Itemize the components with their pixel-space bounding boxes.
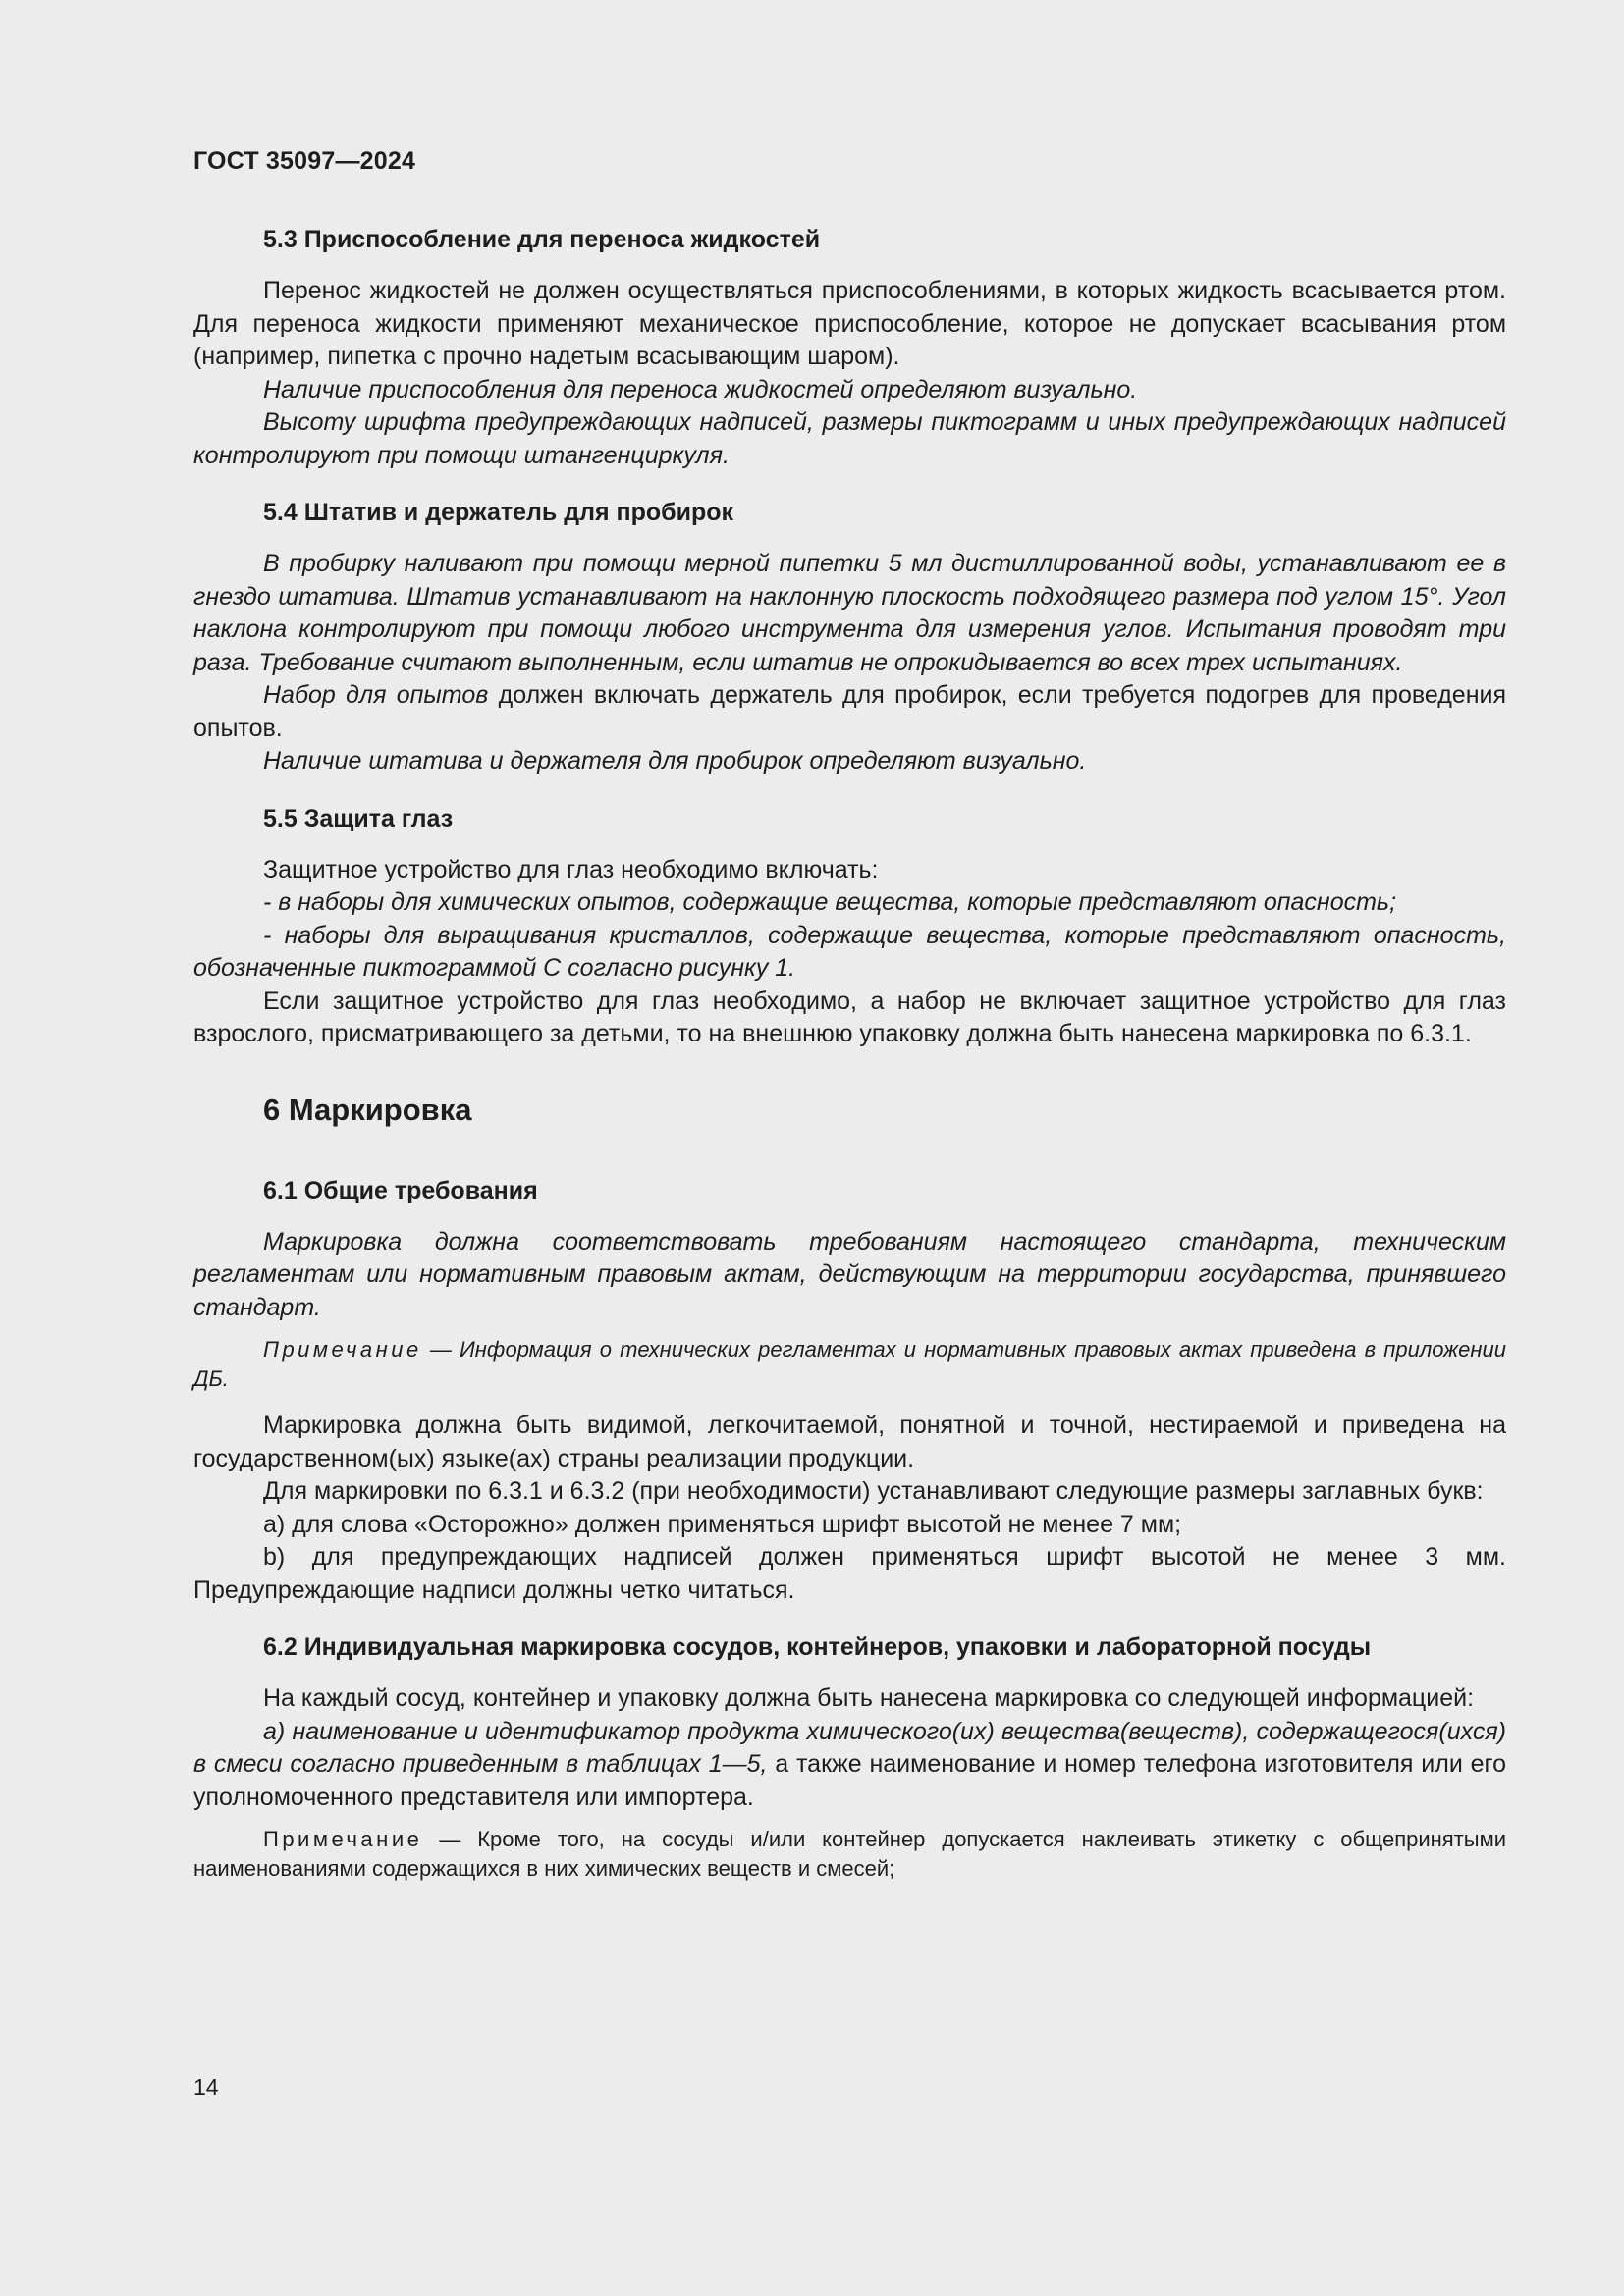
section-5-5-list-item-1: - в наборы для химических опытов, содержащие вещества, которые представляют опасность; (263, 888, 1397, 916)
section-5-3-para-1: Перенос жидкостей не должен осуществляться приспособлениями, в которых жидкость всасывается ртом. Для переноса жидкости применяют механическое приспособление, которое не допускает всасывания ртом (например, пипетка с прочно надетым всасывающим шаром). (193, 277, 1506, 370)
section-5-4-para-2 (193, 679, 1506, 745)
section-6-1-para-1: Маркировка должна соответствовать требованиям настоящего стандарта, техническим регламентам или нормативным правовым актам, действующим на территории государства, принявшего стандарт. (193, 1227, 1506, 1321)
plain-phrase: должен включать держатель для пробирок, если требуется подогрев для проведения опытов. (193, 681, 1507, 742)
document-body (193, 220, 1506, 1899)
section-6-1-para-3: Для маркировки по 6.3.1 и 6.3.2 (при необходимости) устанавливают следующие размеры заглавных букв: (263, 1477, 1484, 1505)
section-6-2-para-1: На каждый сосуд, контейнер и упаковку должна быть нанесена маркировка со следующей информацией: (263, 1684, 1475, 1712)
section-6-1-list-item-a: a) для слова «Осторожно» должен применяться шрифт высотой не менее 7 мм; (263, 1510, 1182, 1538)
section-5-3-title: 5.3 Приспособление для переноса жидкостей (263, 226, 821, 253)
section-5-5-para-2: Если защитное устройство для глаз необходимо, а набор не включает защитное устройство для глаз взрослого, присматривающего за детьми, то на внешнюю упаковку должна быть нанесена маркировка по 6.3.1. (193, 987, 1506, 1047)
section-6-title: 6 Маркировка (263, 1092, 472, 1127)
section-5-5-para-1: Защитное устройство для глаз необходимо включать: (263, 855, 879, 883)
section-6-2-para-2 (193, 1716, 1506, 1815)
section-5-4-para-3: Наличие штатива и держателя для пробирок определяют визуально. (263, 747, 1087, 774)
page-number: 14 (193, 2074, 219, 2100)
section-6-1-title: 6.1 Общие требования (263, 1176, 538, 1204)
note-label: Примечание (263, 1337, 422, 1362)
section-5-3-para-3: Высоту шрифта предупреждающих надписей, размеры пиктограмм и иных предупреждающих надписей контролируют при помощи штангенциркуля. (193, 408, 1506, 469)
section-6-1-list-item-b: b) для предупреждающих надписей должен применяться шрифт высотой не менее 3 мм. Предупреждающие надписи должны четко читаться. (193, 1543, 1506, 1604)
plain-phrase: а также наименование и номер телефона изготовителя или его уполномоченного представителя или импортера. (193, 1750, 1506, 1811)
document-code: ГОСТ 35097—2024 (193, 147, 416, 175)
section-5-5-title: 5.5 Защита глаз (263, 804, 454, 832)
section-5-5-list-item-2: - наборы для выращивания кристаллов, содержащие вещества, которые представляют опасность, обозначенные пиктограммой С согласно рисунку 1. (193, 921, 1506, 982)
section-5-4-para-1: В пробирку наливают при помощи мерной пипетки 5 мл дистиллированной воды, устанавливают ее в гнездо штатива. Штатив устанавливают на наклонную плоскость подходящего размера под углом 15°. Угол наклона контролируют при помощи любого инструмента для измерения углов. Испытания проводят три раза. Требование считают выполненным, если штатив не опрокидывается во всех трех испытаниях. (193, 550, 1506, 676)
note-label: Примечание (263, 1827, 423, 1851)
note-text: — Информация о технических регламентах и нормативных правовых актах приведена в приложении ДБ. (193, 1337, 1506, 1391)
section-6-2-note (193, 1825, 1506, 1884)
section-6-2-title: 6.2 Индивидуальная маркировка сосудов, контейнеров, упаковки и лабораторной посуды (263, 1633, 1372, 1661)
section-5-3-para-2: Наличие приспособления для переноса жидкостей определяют визуально. (263, 375, 1138, 403)
section-6-1-para-2: Маркировка должна быть видимой, легкочитаемой, понятной и точной, нестираемой и приведена на государственном(ых) языке(ах) страны реализации продукции. (193, 1412, 1506, 1472)
section-6-1-note (193, 1335, 1506, 1394)
italic-phrase: а) наименование и идентификатор продукта химического(их) вещества(веществ), содержащегося(ихся) в смеси согласно приведенным в таблицах 1—5, (193, 1717, 1506, 1778)
note-text: — Кроме того, на сосуды и/или контейнер допускается наклеивать этикетку с общепринятыми наименованиями содержащихся в них химических веществ и смесей; (193, 1827, 1506, 1881)
italic-phrase: Набор для опытов (263, 681, 489, 709)
section-5-4-title: 5.4 Штатив и держатель для пробирок (263, 499, 733, 526)
